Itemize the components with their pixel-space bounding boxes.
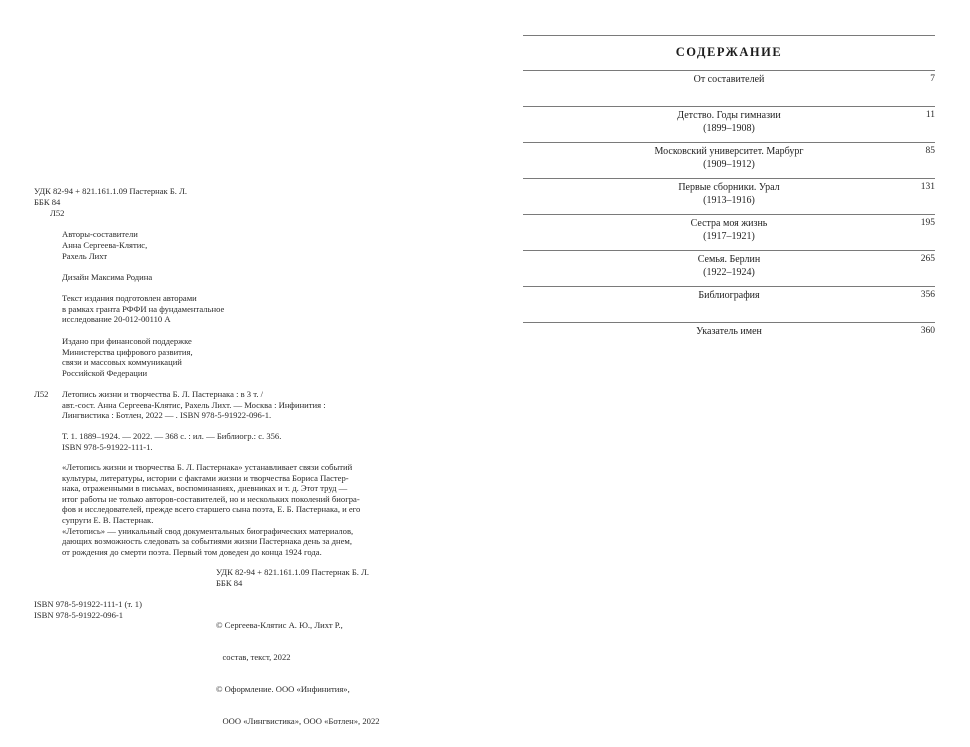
authors-heading: Авторы-составители bbox=[62, 229, 138, 239]
design-credit: Дизайн Максима Родина bbox=[62, 272, 153, 282]
grant-note bbox=[62, 293, 224, 325]
toc-page-number: 131 bbox=[920, 182, 935, 192]
text-line: в рамках гранта РФФИ на фундаментальное bbox=[62, 303, 225, 314]
toc-entry-line: От составителей bbox=[693, 74, 765, 85]
biblio-mark: Л52 bbox=[34, 389, 49, 399]
text-line: Т. 1. 1889–1924. — 2022. — 368 с. : ил. — Библиогр.: с. 356. bbox=[62, 431, 282, 441]
text-line: ISBN 978-5-91922-111-1. bbox=[62, 441, 153, 452]
toc-entry-line: (1922–1924) bbox=[703, 267, 755, 278]
contents-page bbox=[485, 0, 970, 684]
text-line: фов и исследователей, прежде всего старшего сына поэта, Е. Б. Пастернака, и его bbox=[62, 504, 361, 515]
copyright-block bbox=[216, 599, 380, 747]
toc-entry-line: (1917–1921) bbox=[703, 231, 755, 242]
toc-entry-title bbox=[623, 253, 835, 279]
toc-entry-line: (1899–1908) bbox=[703, 123, 755, 134]
toc-entry[interactable] bbox=[523, 250, 935, 286]
toc-entry[interactable] bbox=[523, 142, 935, 178]
toc-page-number: 265 bbox=[920, 254, 935, 264]
isbn-volume: ISBN 978-5-91922-111-1 (т. 1) bbox=[34, 599, 142, 609]
udk-code-bottom: УДК 82-94 + 821.161.1.09 Пастернак Б. Л. bbox=[216, 567, 370, 577]
toc-entry-line: Первые сборники. Урал bbox=[678, 182, 780, 193]
isbn-set: ISBN 978-5-91922-096-1 bbox=[34, 610, 124, 620]
toc-entry-title bbox=[623, 109, 835, 135]
text-line: итог работы не только авторов-составителей, но и нескольких поколений биогра- bbox=[62, 493, 360, 504]
toc-title: СОДЕРЖАНИЕ bbox=[675, 45, 783, 59]
text-line: Лингвистика : Ботлен, 2022 — . ISBN 978-5-91922-096-1. bbox=[62, 410, 272, 421]
toc-entry-line: Детство. Годы гимназии bbox=[677, 110, 781, 121]
volume-record bbox=[62, 431, 281, 452]
toc-entry-line: (1909–1912) bbox=[703, 159, 755, 170]
toc-entry-title bbox=[623, 73, 835, 86]
toc-entry-line: Семья. Берлин bbox=[697, 254, 761, 265]
text-line: супруги Е. В. Пастернак. bbox=[62, 514, 154, 525]
toc-page-number: 7 bbox=[930, 74, 935, 84]
text-line: «Летопись жизни и творчества Б. Л. Пастернака» устанавливает связи событий bbox=[62, 462, 353, 472]
text-line: исследование 20-012-00110 А bbox=[62, 314, 171, 325]
text-line: культуры, литературы, истории с фактами жизни и творчества Бориса Пастер- bbox=[62, 472, 349, 483]
toc-entry-title bbox=[623, 289, 835, 302]
imprint-page bbox=[0, 0, 485, 726]
bbk-code: ББК 84 bbox=[34, 197, 61, 207]
toc-entry-line: (1913–1916) bbox=[703, 195, 755, 206]
bbk-code-bottom: ББК 84 bbox=[216, 578, 243, 588]
text-line: состав, текст, 2022 bbox=[216, 651, 291, 662]
toc-page-number: 195 bbox=[920, 218, 935, 228]
text-line: дающих возможность следовать за событиями жизни Пастернака день за днем, bbox=[62, 536, 352, 547]
support-note bbox=[62, 336, 193, 378]
toc-entry[interactable] bbox=[523, 70, 935, 106]
text-line: © Сергеева-Клятис А. Ю., Лихт Р., bbox=[216, 620, 343, 631]
udk-code: УДК 82-94 + 821.161.1.09 Пастернак Б. Л. bbox=[34, 186, 188, 196]
toc-entry[interactable] bbox=[523, 178, 935, 214]
toc-entry[interactable] bbox=[523, 322, 935, 358]
toc-page-number: 11 bbox=[925, 110, 935, 120]
text-line: Издано при финансовой поддержке bbox=[62, 336, 192, 346]
toc-entry-line: Сестра моя жизнь bbox=[690, 218, 768, 229]
text-line: связи и массовых коммуникаций bbox=[62, 357, 182, 368]
author-name: Рахель Лихт bbox=[62, 251, 108, 261]
toc-entry[interactable] bbox=[523, 106, 935, 142]
divider bbox=[523, 35, 935, 36]
toc-entry-line: Библиография bbox=[698, 290, 760, 301]
text-line: от рождения до смерти поэта. Первый том доведен до конца 1924 года. bbox=[62, 546, 322, 557]
text-line: Министерства цифрового развития, bbox=[62, 346, 193, 357]
toc-entry-line: Московский университет. Марбург bbox=[654, 146, 804, 157]
toc-page-number: 85 bbox=[925, 146, 935, 156]
toc-entry-title bbox=[623, 145, 835, 171]
toc-entry-title bbox=[623, 181, 835, 207]
author-mark: Л52 bbox=[50, 208, 65, 218]
author-name: Анна Сергеева-Клятис, bbox=[62, 240, 148, 250]
toc-page-number: 356 bbox=[920, 290, 935, 300]
text-line: Летопись жизни и творчества Б. Л. Пастернака : в 3 т. / bbox=[62, 389, 264, 399]
text-line: ООО «Лингвистика», ООО «Ботлен», 2022 bbox=[216, 715, 380, 726]
toc-entry-line: Указатель имен bbox=[696, 326, 762, 337]
text-line: © Оформление. ООО «Инфинития», bbox=[216, 683, 350, 694]
toc-entry-title bbox=[623, 217, 835, 243]
text-line: Российской Федерации bbox=[62, 367, 148, 378]
text-line: Текст издания подготовлен авторами bbox=[62, 293, 197, 303]
annotation bbox=[62, 462, 360, 557]
toc-entry[interactable] bbox=[523, 214, 935, 250]
text-line: нака, отраженными в письмах, воспоминаниях, дневниках и т. д. Этот труд — bbox=[62, 483, 348, 494]
text-line: авт.-сост. Анна Сергеева-Клятис, Рахель Лихт. — Москва : Инфинития : bbox=[62, 399, 326, 410]
toc-entry-title bbox=[623, 325, 835, 338]
toc-entry[interactable] bbox=[523, 286, 935, 322]
bibliographic-record bbox=[62, 389, 326, 421]
text-line: «Летопись» — уникальный свод документальных биографических материалов, bbox=[62, 525, 354, 536]
toc-page-number: 360 bbox=[920, 326, 935, 336]
